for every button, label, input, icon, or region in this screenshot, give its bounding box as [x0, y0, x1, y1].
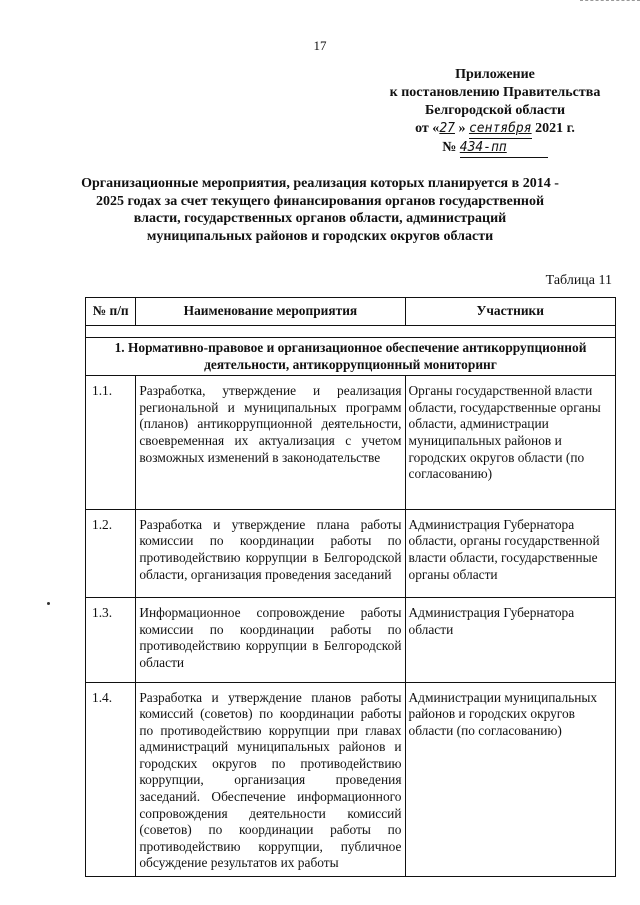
measures-table: [85, 297, 616, 877]
table-row: [86, 376, 616, 510]
appendix-number: [380, 139, 610, 158]
row-name: Разработка и утверждение плана работы комиссии по координации работы по противодействию коррупции в Белгородской области, организация проведения заседаний: [136, 509, 405, 597]
section-title: 1. Нормативно-правовое и организационное обеспечение антикоррупционной деятельности, антикоррупционный мониторинг: [86, 338, 616, 376]
page-number: 17: [313, 38, 327, 53]
row-participants: Администрации муниципальных районов и городских округов области (по согласованию): [405, 682, 616, 877]
number-value: 434-пп: [460, 139, 548, 158]
table-row: [86, 509, 616, 597]
row-number: 1.4.: [86, 682, 136, 877]
table-header-row: [86, 298, 616, 326]
spacer-cell: [86, 326, 616, 338]
date-month: сентября: [469, 120, 532, 139]
row-participants: Администрация Губернатора области: [405, 598, 616, 682]
header-number: № п/п: [86, 298, 136, 326]
row-number: 1.2.: [86, 509, 136, 597]
row-number: 1.1.: [86, 376, 136, 510]
appendix-line-2: к постановлению Правительства: [389, 85, 601, 100]
header-name: Наименование мероприятия: [136, 298, 405, 326]
header-participants: Участники: [405, 298, 616, 326]
scan-edge-mark: [580, 0, 640, 4]
number-prefix: №: [442, 140, 457, 155]
document-title: Организационные мероприятия, реализация которых планируется в 2014 - 2025 годах за счет текущего финансирования органов государственной власти, государственных органов области, администраций муниципальных районов и городских округов области: [81, 176, 559, 244]
row-participants: Органы государственной власти области, государственные органы области, администрации муниципальных районов и городских округов области (по согласованию): [405, 376, 616, 510]
appendix-line-1: Приложение: [455, 67, 535, 82]
date-day: 27: [439, 121, 455, 136]
row-number: 1.3.: [86, 598, 136, 682]
spacer-row: [86, 326, 616, 338]
date-prefix: от «: [415, 121, 440, 136]
scan-speck: [47, 602, 50, 605]
table-label: Таблица 11: [545, 273, 612, 288]
row-participants: Администрация Губернатора области, органы государственной власти области, государственные органы области: [405, 509, 616, 597]
date-year: 2021 г.: [535, 121, 575, 136]
section-row: [86, 338, 616, 376]
appendix-date: [380, 120, 610, 139]
date-mid: »: [458, 121, 466, 136]
appendix-line-3: Белгородской области: [424, 103, 566, 118]
row-name: Разработка и утверждение планов работы комиссий (советов) по координации работы по противодействию коррупции при главах администраций муниципальных районов и городских округов по противодействию коррупции, организация проведения заседаний. Обеспечение информационного сопровождения деятельности комиссий (советов) по координации работы по противодействию коррупции, публичное обсуждение результатов их работы: [136, 682, 405, 877]
row-name: Информационное сопровождение работы комиссии по координации работы по противодействию коррупции в Белгородской области: [136, 598, 405, 682]
row-name: Разработка, утверждение и реализация региональной и муниципальных программ (планов) антикоррупционной деятельности, своевременная их актуализация с учетом возможных изменений в законодательстве: [136, 376, 405, 510]
appendix-header: [380, 66, 610, 158]
table-row: [86, 682, 616, 877]
table-row: [86, 598, 616, 682]
